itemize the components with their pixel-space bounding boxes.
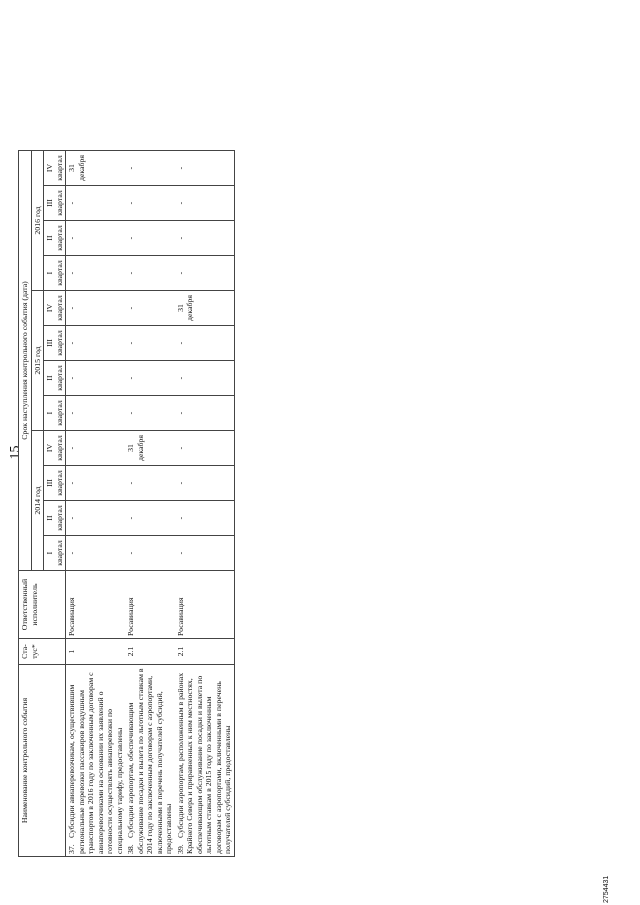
header-status: Ста-тус* [19, 639, 66, 665]
quarter-number: III [45, 339, 54, 347]
quarter-date-cell: - [175, 256, 235, 291]
quarter-word: квартал [54, 260, 64, 286]
table-row [175, 151, 235, 857]
table-row [125, 151, 175, 857]
header-year-2015: 2015 год [31, 291, 44, 431]
table-body [66, 151, 235, 857]
quarter-date-cell: - [125, 501, 175, 536]
quarter-date-cell: - [175, 466, 235, 501]
quarter-number: I [45, 271, 54, 275]
quarter-word: квартал [54, 330, 64, 356]
table-row [66, 151, 126, 857]
quarter-date-cell: - [66, 361, 126, 396]
quarter-date-cell: - [125, 396, 175, 431]
quarter-word: квартал [54, 225, 64, 251]
quarter-date-cell: - [125, 536, 175, 571]
quarter-number: I [45, 411, 54, 415]
header-quarter [44, 256, 66, 291]
quarter-number: IV [45, 163, 54, 173]
event-name-cell [175, 665, 235, 857]
quarter-number: IV [45, 443, 54, 453]
event-name: Субсидии аэропортам, расположенным в районах Крайнего Севера и приравненных к ним местностях, обеспечивающим обслуживание посадки и вылета по льготным ставкам в 2015 году по заключенным договорам с аэропортами, включенными в перечень получателей субсидий, предоставлены [175, 672, 232, 854]
header-quarter [44, 396, 66, 431]
quarter-date-cell: 31 декабря [125, 431, 175, 466]
quarter-date-cell: - [125, 151, 175, 186]
quarter-date-cell: - [125, 326, 175, 361]
executor-cell: Росавиация [125, 571, 175, 639]
control-events-table [18, 150, 235, 857]
quarter-date-cell: - [66, 396, 126, 431]
quarter-date-cell: - [125, 361, 175, 396]
header-quarter [44, 361, 66, 396]
quarter-word: квартал [54, 435, 64, 461]
quarter-word: квартал [54, 505, 64, 531]
quarter-date-cell: - [66, 501, 126, 536]
quarter-date-cell: - [66, 186, 126, 221]
quarter-date-cell: - [175, 501, 235, 536]
header-deadline: Срок наступления контрольного события (дата) [19, 151, 32, 571]
quarter-date-cell: - [175, 396, 235, 431]
header-quarter [44, 291, 66, 326]
quarter-number: II [45, 235, 54, 241]
event-name: Субсидии авиаперевозчикам, осуществившим региональные перевозки пассажиров воздушным транспортом в 2016 году по заключенным договорам с авиаперевозчиками на основании их заявлений о готовности осуществлять авиаперевозки по специальному тарифу, предоставлены [67, 672, 124, 854]
executor-cell: Росавиация [175, 571, 235, 639]
quarter-number: II [45, 375, 54, 381]
header-executor: Ответственный исполнитель [19, 571, 66, 639]
quarter-number: I [45, 551, 54, 555]
event-name-cell [66, 665, 126, 857]
quarter-word: квартал [54, 540, 64, 566]
quarter-number: IV [45, 303, 54, 313]
quarter-date-cell: - [66, 221, 126, 256]
quarter-date-cell: - [175, 431, 235, 466]
quarter-date-cell: - [175, 361, 235, 396]
quarter-date-cell: - [125, 186, 175, 221]
status-cell: 2.1 [175, 639, 235, 665]
quarter-date-cell: - [125, 291, 175, 326]
quarter-date-cell: - [175, 536, 235, 571]
header-year-2014: 2014 год [31, 431, 44, 571]
quarter-date-cell: - [175, 151, 235, 186]
quarter-word: квартал [54, 155, 64, 181]
quarter-date-cell: - [66, 326, 126, 361]
quarter-date-cell: - [175, 221, 235, 256]
status-cell: 2.1 [125, 639, 175, 665]
row-number: 38. [126, 844, 135, 854]
quarter-date-cell: - [125, 256, 175, 291]
event-name-cell [125, 665, 175, 857]
row-number: 37. [67, 844, 76, 854]
header-quarter [44, 186, 66, 221]
header-quarter [44, 501, 66, 536]
header-quarter [44, 431, 66, 466]
quarter-date-cell: - [125, 466, 175, 501]
quarter-word: квартал [54, 365, 64, 391]
quarter-word: квартал [54, 295, 64, 321]
row-number: 39. [175, 844, 185, 854]
executor-cell: Росавиация [66, 571, 126, 639]
quarter-word: квартал [54, 470, 64, 496]
quarter-word: квартал [54, 400, 64, 426]
event-name: Субсидии аэропортам, обеспечивающим обслуживание посадки и вылета по льготным ставкам в 2014 году по заключенным договорам с аэропортами, включенными в перечень получателей субсидий, предоставлены [126, 668, 173, 854]
document-id: 2754431 [603, 875, 610, 903]
header-quarter [44, 536, 66, 571]
quarter-date-cell: 31 декабря [175, 291, 235, 326]
quarter-date-cell: 31 декабря [66, 151, 126, 186]
status-cell: 1 [66, 639, 126, 665]
quarter-date-cell: - [66, 256, 126, 291]
quarter-date-cell: - [66, 291, 126, 326]
header-name: Наименование контрольного события [19, 665, 66, 857]
quarter-date-cell: - [125, 221, 175, 256]
quarter-date-cell: - [66, 466, 126, 501]
quarter-number: III [45, 479, 54, 487]
quarter-number: III [45, 199, 54, 207]
quarter-date-cell: - [175, 326, 235, 361]
header-quarter [44, 151, 66, 186]
quarter-date-cell: - [175, 186, 235, 221]
header-quarter [44, 466, 66, 501]
header-quarter [44, 221, 66, 256]
quarter-number: II [45, 515, 54, 521]
page-number: 15 [8, 445, 23, 460]
header-year-2016: 2016 год [31, 151, 44, 291]
quarter-date-cell: - [66, 431, 126, 466]
quarter-date-cell: - [66, 536, 126, 571]
quarter-word: квартал [54, 190, 64, 216]
header-quarter [44, 326, 66, 361]
